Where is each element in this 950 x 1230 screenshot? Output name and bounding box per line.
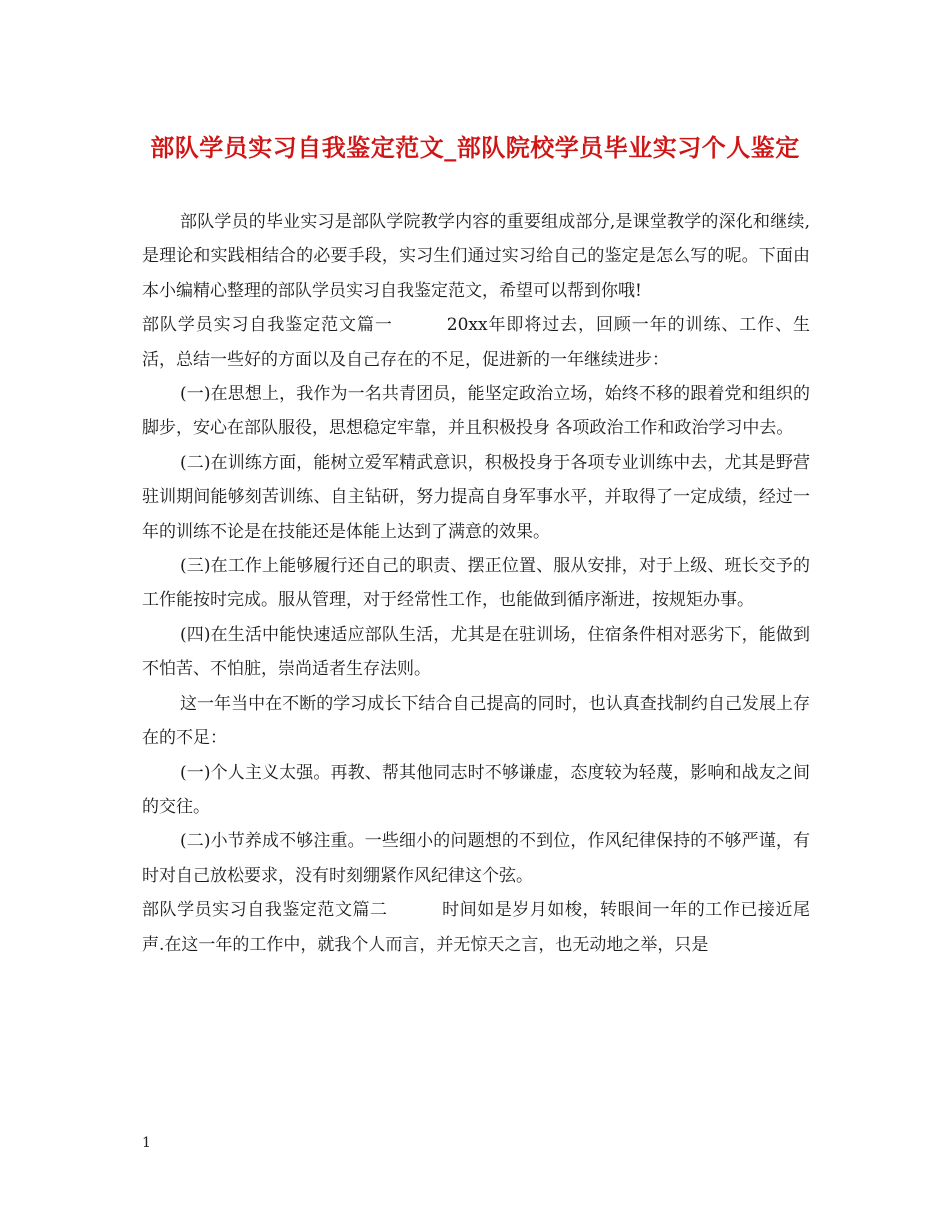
point-two: (二)在训练方面，能树立爱军精武意识，积极投身于各项专业训练中去，尤其是野营驻训期间能够刻苦训练、自主钻研，努力提高自身军事水平，并取得了一定成绩，经过一年的训练不论是在技能还是体能上达到了满意的效果。 xyxy=(142,452,810,542)
document-body xyxy=(142,205,810,962)
weakness-two: (二)小节养成不够注重。一些细小的问题想的不到位，作风纪律保持的不够严谨，有时对自己放松要求，没有时刻绷紧作风纪律这个弦。 xyxy=(142,831,810,886)
point-four: (四)在生活中能快速适应部队生活，尤其是在驻训场，住宿条件相对恶劣下，能做到不怕苦、不怕脏，崇尚适者生存法则。 xyxy=(142,624,810,680)
section-one-paragraph xyxy=(142,308,810,377)
intro-paragraph: 部队学员的毕业实习是部队学院教学内容的重要组成部分,是课堂教学的深化和继续,是理论和实践相结合的必要手段，实习生们通过实习给自己的鉴定是怎么写的呢。下面由本小编精心整理的部队学员实习自我鉴定范文，希望可以帮到你哦! xyxy=(142,212,810,301)
section-one-heading: 部队学员实习自我鉴定范文篇一 xyxy=(142,315,393,336)
section-two-lead: 时间如是岁月如梭，转眼间一年的工作已接近尾声.在这一年的工作中，就我个人而言，并无惊天之言，也无动地之举，只是 xyxy=(142,900,811,955)
point-three: (三)在工作上能够履行还自己的职责、摆正位置、服从安排，对于上级、班长交予的工作能按时完成。服从管理，对于经常性工作，也能做到循序渐进，按规矩办事。 xyxy=(142,556,810,611)
section-one-lead: 20xx年即将过去，回顾一年的训练、工作、生活，总结一些好的方面以及自己存在的不足，促进新的一年继续进步： xyxy=(142,315,811,370)
reflection-paragraph: 这一年当中在不断的学习成长下结合自己提高的同时，也认真查找制约自己发展上存在的不足： xyxy=(142,693,810,749)
page-number: 1 xyxy=(142,1135,151,1151)
section-two-heading: 部队学员实习自我鉴定范文篇二 xyxy=(142,900,388,921)
point-one: (一)在思想上，我作为一名共青团员，能坚定政治立场，始终不移的跟着党和组织的脚步，安心在部队服役，思想稳定牢靠，并且积极投身 各项政治工作和政治学习中去。 xyxy=(142,384,810,439)
page-title: 部队学员实习自我鉴定范文_部队院校学员毕业实习个人鉴定 xyxy=(150,134,800,162)
weakness-one: (一)个人主义太强。再教、帮其他同志时不够谦虚，态度较为轻蔑，影响和战友之间的交往。 xyxy=(142,762,810,817)
section-two-paragraph xyxy=(142,893,810,962)
